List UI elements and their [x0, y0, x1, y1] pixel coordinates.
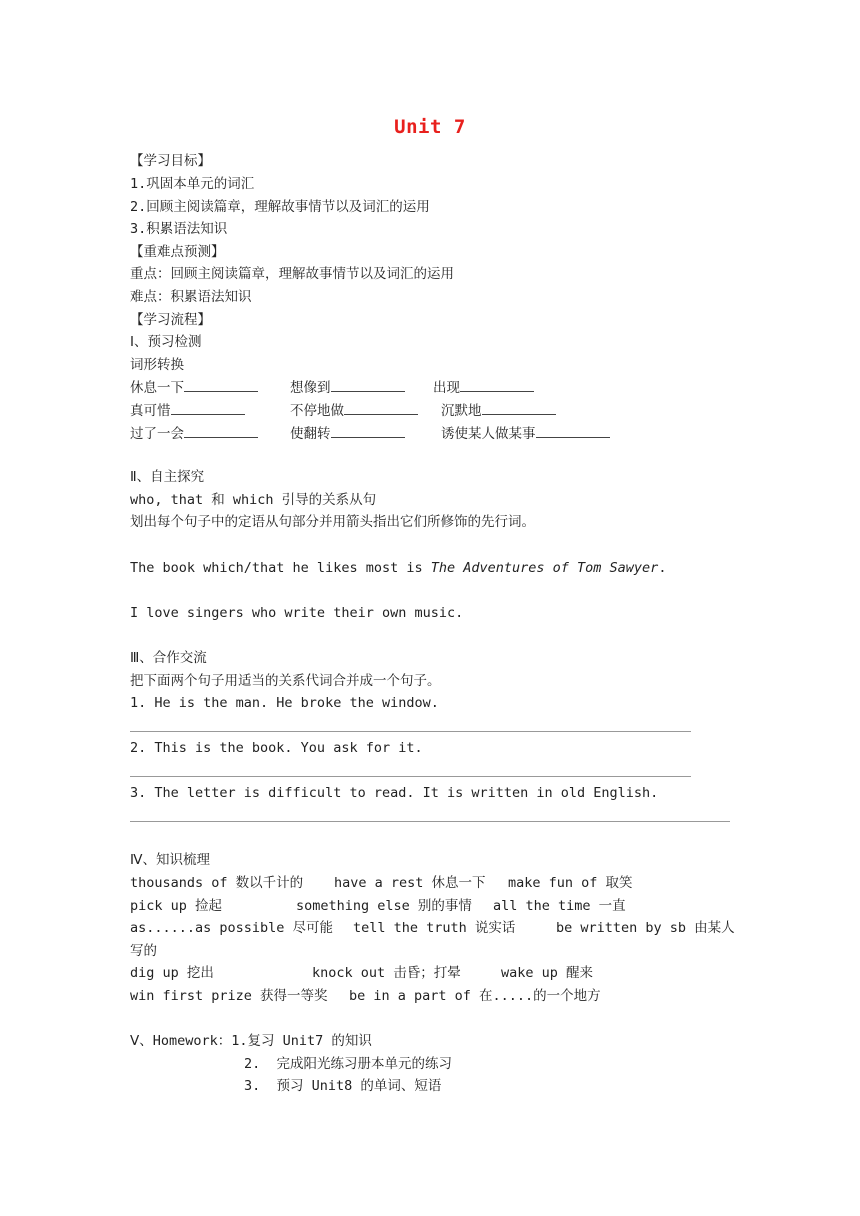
objectives-header: 【学习目标】: [130, 153, 211, 169]
homework-heading: Ⅴ、Homework：1.复习 Unit7 的知识: [130, 1033, 372, 1049]
phrase-item: have a rest 休息一下: [334, 875, 486, 891]
phrase-item: knock out 击昏；打晕: [312, 965, 461, 981]
process-header: 【学习流程】: [130, 312, 211, 328]
answer-blank[interactable]: [331, 378, 405, 392]
word-form-item: 沉默地: [441, 401, 556, 420]
answer-blank[interactable]: [184, 378, 258, 392]
word-form-item: 使翻转: [290, 424, 405, 443]
page-title: Unit 7: [394, 116, 466, 138]
section1-heading: Ⅰ、预习检测: [130, 334, 202, 350]
exercise-item-3: 3. The letter is difficult to read. It is written in old English.: [130, 785, 659, 801]
section2-topic: who, that 和 which 引导的关系从句: [130, 492, 377, 508]
homework-item-2: 2. 完成阳光练习册本单元的练习: [244, 1056, 453, 1072]
answer-line[interactable]: [130, 821, 730, 822]
phrase-item: all the time 一直: [493, 898, 626, 914]
section4-heading: Ⅳ、知识梳理: [130, 852, 210, 868]
phrase-item: as......as possible 尽可能: [130, 920, 334, 936]
word-form-item: 休息一下: [130, 378, 258, 397]
answer-blank[interactable]: [344, 401, 418, 415]
answer-blank[interactable]: [482, 401, 556, 415]
word-form-item: 想像到: [290, 378, 405, 397]
phrase-item: make fun of 取笑: [508, 875, 633, 891]
keypoints-difficulty: 难点：积累语法知识: [130, 289, 252, 305]
phrase-item-continued: 写的: [130, 943, 157, 959]
answer-line[interactable]: [130, 731, 691, 732]
homework-item-3: 3. 预习 Unit8 的单词、短语: [244, 1078, 442, 1094]
objective-item-1: 1.巩固本单元的词汇: [130, 176, 255, 192]
keypoints-focus: 重点：回顾主阅读篇章，理解故事情节以及词汇的运用: [130, 266, 454, 282]
objective-item-2: 2.回顾主阅读篇章，理解故事情节以及词汇的运用: [130, 199, 430, 215]
word-form-item: 不停地做: [290, 401, 418, 420]
answer-blank[interactable]: [331, 424, 405, 438]
keypoints-header: 【重难点预测】: [130, 244, 225, 260]
book-title: The Adventures of Tom Sawyer: [430, 560, 659, 576]
exercise-item-2: 2. This is the book. You ask for it.: [130, 740, 423, 756]
word-form-item: 出现: [433, 378, 534, 397]
answer-blank[interactable]: [460, 378, 534, 392]
word-form-item: 过了一会: [130, 424, 258, 443]
word-form-item: 真可惜: [130, 401, 245, 420]
exercise-item-1: 1. He is the man. He broke the window.: [130, 695, 439, 711]
answer-blank[interactable]: [184, 424, 258, 438]
answer-blank[interactable]: [171, 401, 245, 415]
section2-instruction: 划出每个句子中的定语从句部分并用箭头指出它们所修饰的先行词。: [130, 514, 535, 530]
phrase-item: tell the truth 说实话: [353, 920, 516, 936]
answer-line[interactable]: [130, 776, 691, 777]
phrase-item: be in a part of 在.....的一个地方: [349, 988, 601, 1004]
phrase-item: be written by sb 由某人: [556, 920, 735, 936]
example-sentence-1: The book which/that he likes most is The Adventures of Tom Sawyer.: [130, 560, 667, 576]
phrase-item: something else 别的事情: [296, 898, 472, 914]
word-form-item: 诱使某人做某事: [441, 424, 610, 443]
section2-heading: Ⅱ、自主探究: [130, 469, 205, 485]
phrase-item: thousands of 数以千计的: [130, 875, 304, 891]
phrase-item: wake up 醒来: [501, 965, 594, 981]
section3-heading: Ⅲ、合作交流: [130, 650, 207, 666]
phrase-item: pick up 捡起: [130, 898, 223, 914]
objective-item-3: 3.积累语法知识: [130, 221, 228, 237]
phrase-item: dig up 挖出: [130, 965, 214, 981]
answer-blank[interactable]: [536, 424, 610, 438]
section3-instruction: 把下面两个句子用适当的关系代词合并成一个句子。: [130, 673, 441, 689]
phrase-item: win first prize 获得一等奖: [130, 988, 328, 1004]
section1-subheading: 词形转换: [130, 357, 184, 373]
example-sentence-2: I love singers who write their own music.: [130, 605, 464, 621]
